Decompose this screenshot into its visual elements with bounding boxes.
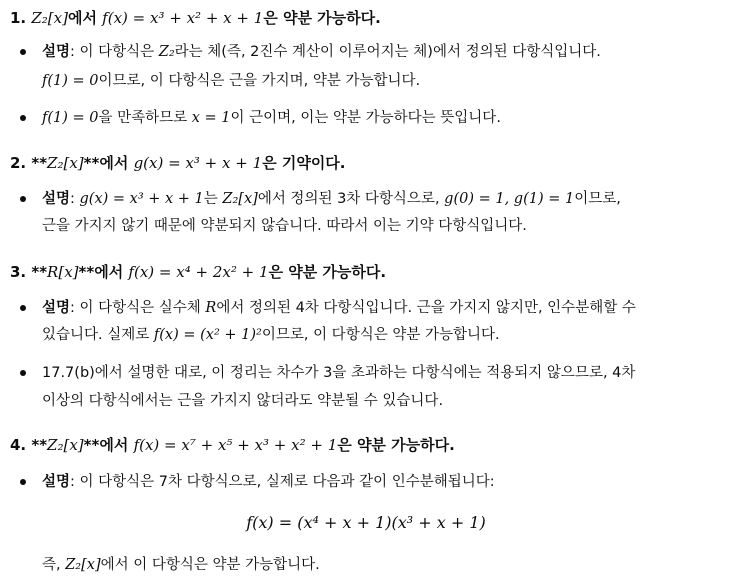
section-4-conclusion: 즉, Z₂[x]에서 이 다항식은 약분 가능합니다. [42,557,320,573]
bullet [20,196,26,202]
section-1-bullet-1-line-1: 설명: 이 다항식은 Z₂라는 체(즉, 2진수 계산이 이루어지는 체)에서 정의된 다항식입니다. [42,44,601,60]
bullet [20,305,26,311]
section-3-bullet-2-line-1: 17.7(b)에서 설명한 대로, 이 정리는 차수가 3을 초과하는 다항식에는 적용되지 않으므로, 4차 [42,365,636,381]
section-3-heading: 3. **R[x]**에서 f(x) = x⁴ + 2x² + 1은 약분 가능하다. [10,263,387,281]
section-2-heading: 2. **Z₂[x]**에서 g(x) = x³ + x + 1은 기약이다. [10,154,346,172]
section-3-bullet-1-line-2: 있습니다. 실제로 f(x) = (x² + 1)²이므로, 이 다항식은 약분 가능합니다. [42,327,500,343]
bullet [20,115,26,121]
section-1-bullet-1-line-2: f(1) = 0이므로, 이 다항식은 근을 가지며, 약분 가능합니다. [42,73,421,89]
bullet [20,49,26,55]
section-3-bullet-2-line-2: 이상의 다항식에서는 근을 가지지 않더라도 약분될 수 있습니다. [42,393,444,409]
section-4-bullet-1: 설명: 이 다항식은 7차 다항식으로, 실제로 다음과 같이 인수분해됩니다: [42,474,495,490]
bullet [20,479,26,485]
display-equation: f(x) = (x⁴ + x + 1)(x³ + x + 1) [246,513,486,532]
section-2-bullet-1-line-1: 설명: g(x) = x³ + x + 1는 Z₂[x]에서 정의된 3차 다항식으로, g(0) = 1, g(1) = 1이므로, [42,191,621,207]
section-2-bullet-1-line-2: 근을 가지지 않기 때문에 약분되지 않습니다. 따라서 이는 기약 다항식입니다. [42,218,527,234]
math-z2x: Z₂[x] [31,9,68,27]
section-1-heading: 1. Z₂[x]에서 f(x) = x³ + x² + x + 1은 약분 가능하다. [10,9,381,27]
section-1-bullet-2: f(1) = 0을 만족하므로 x = 1이 근이며, 이는 약분 가능하다는 뜻입니다. [42,110,501,126]
section-4-heading: 4. **Z₂[x]**에서 f(x) = x⁷ + x⁵ + x³ + x² + 1은 약분 가능하다. [10,436,455,454]
section-3-bullet-1-line-1: 설명: 이 다항식은 실수체 R에서 정의된 4차 다항식입니다. 근을 가지지 않지만, 인수분해할 수 [42,300,636,316]
bullet [20,370,26,376]
